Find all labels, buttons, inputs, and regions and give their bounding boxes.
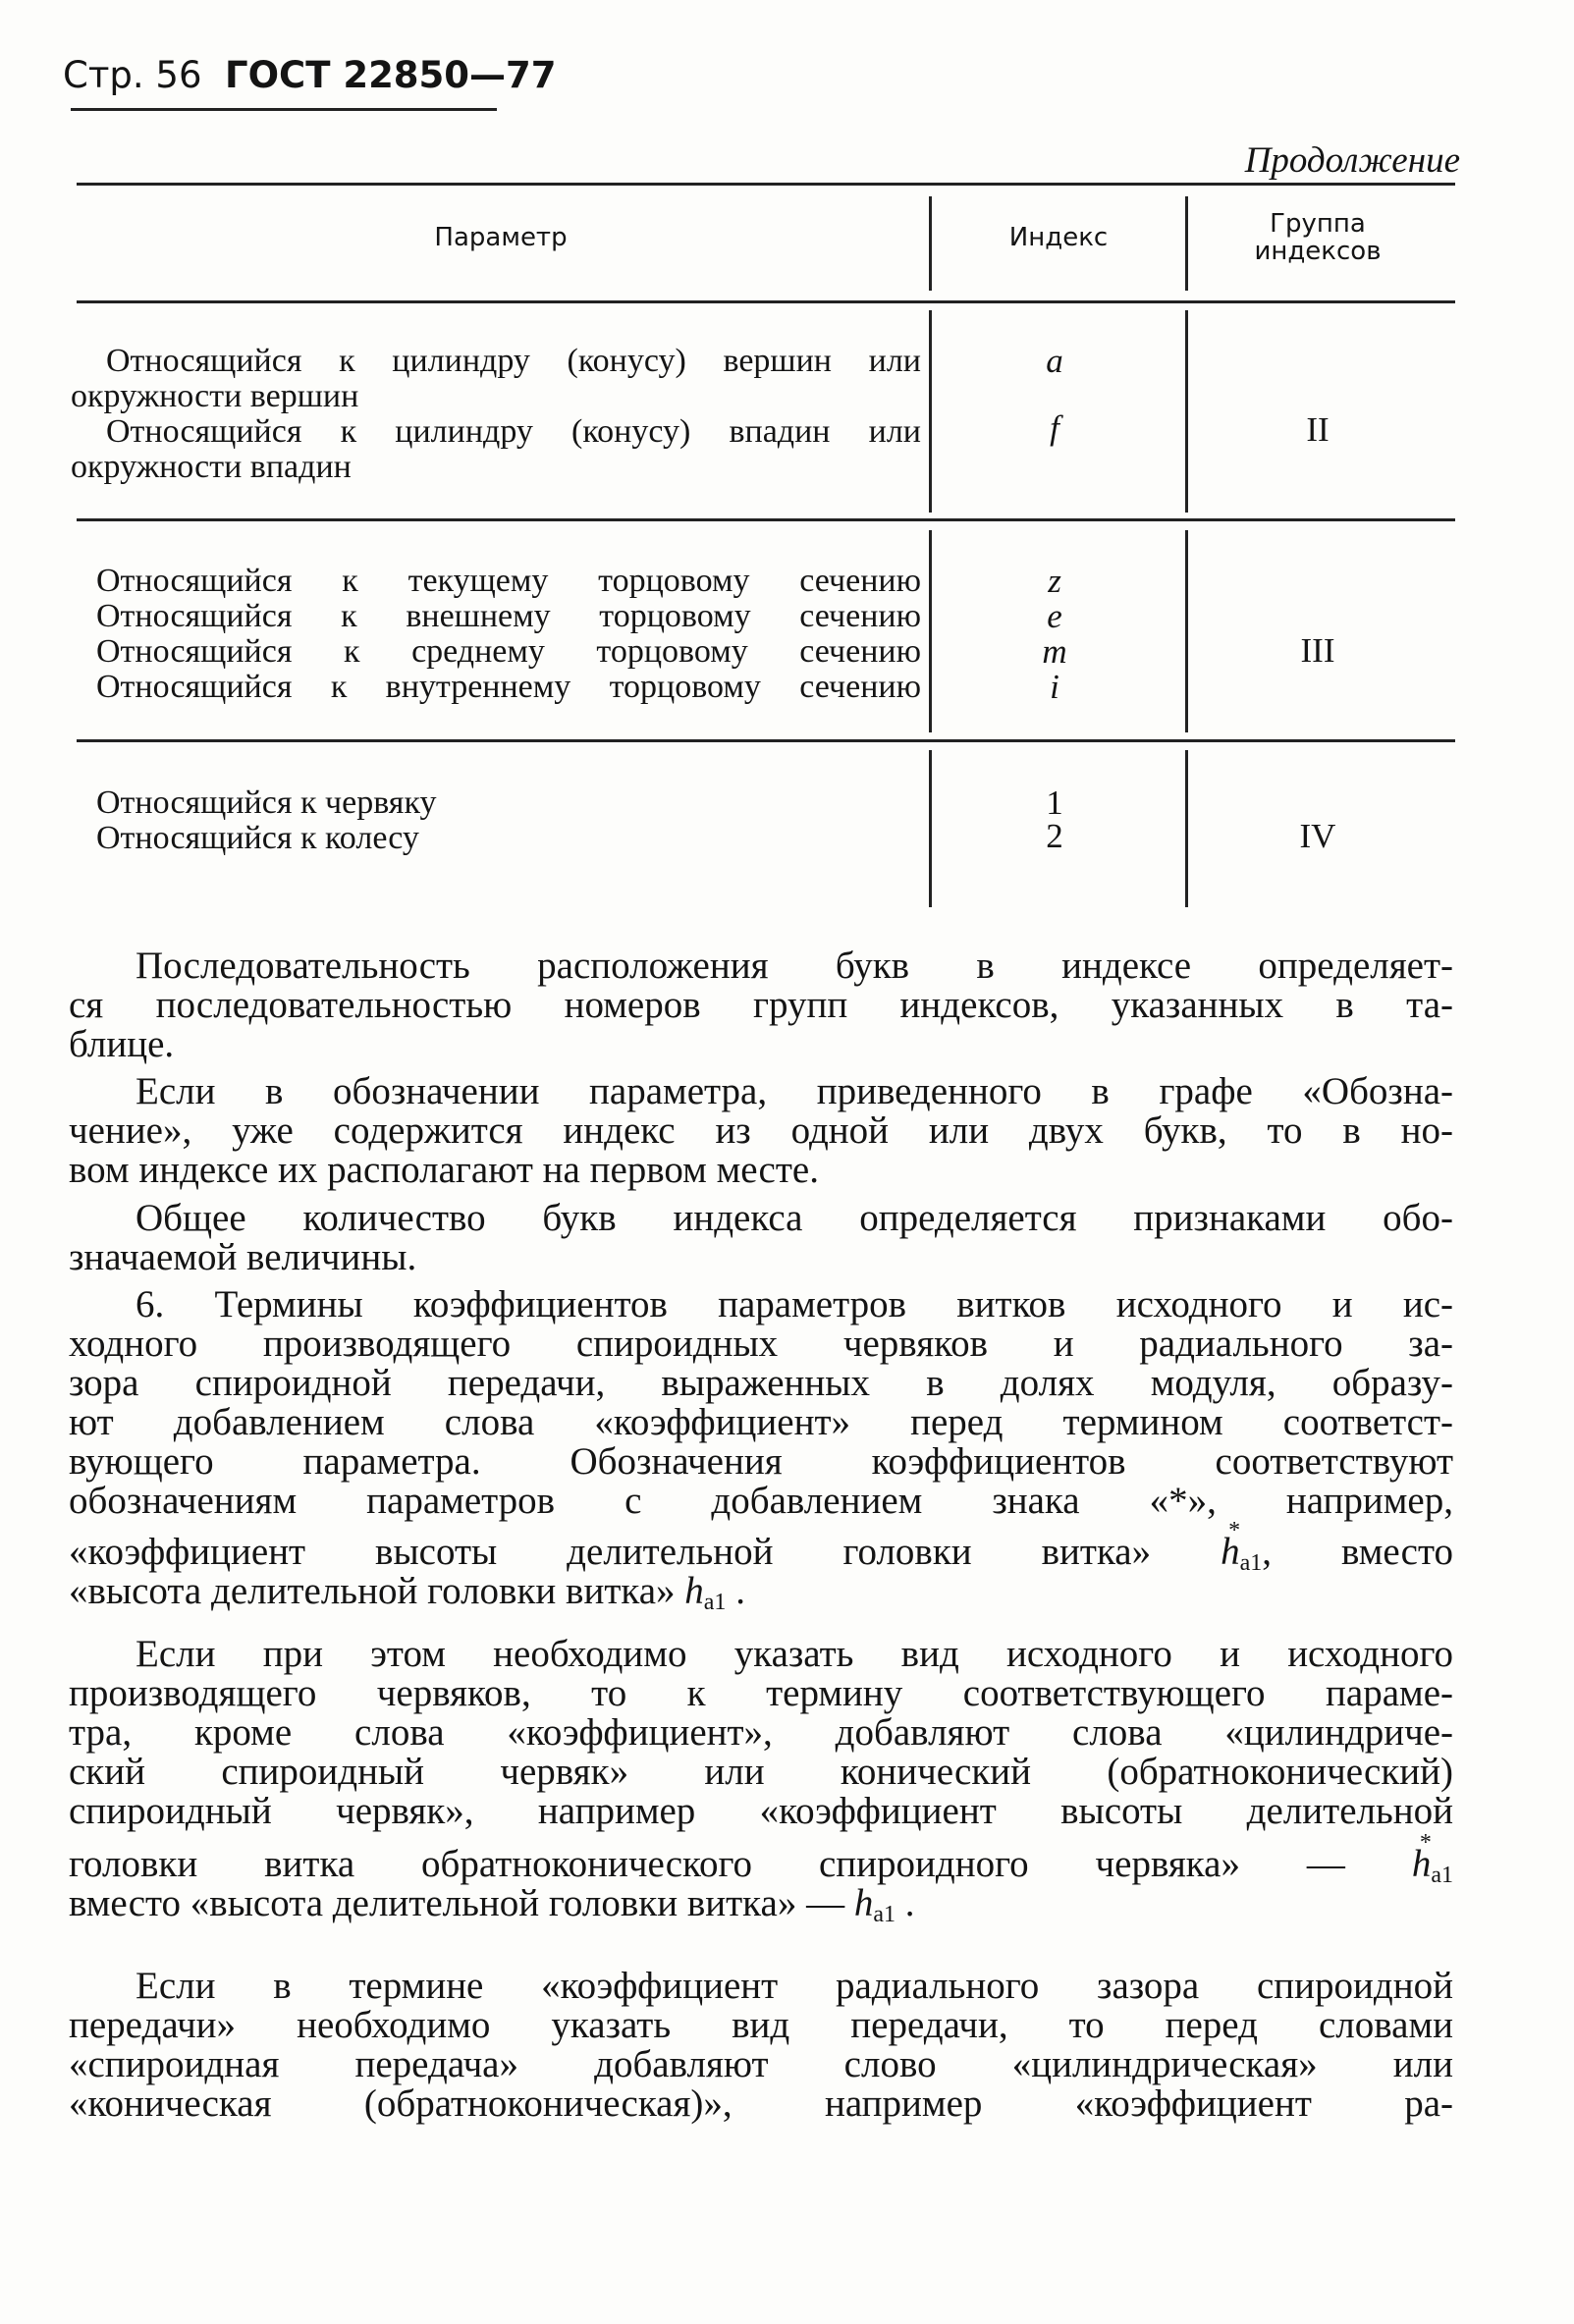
table-column-divider [929,310,932,513]
table-column-divider [1185,750,1188,907]
text-line: производящего червяков, то к термину соответствующего параме- [69,1672,1453,1714]
index-group: II [1306,410,1330,449]
parameter-text: Относящийся к червяку [96,784,437,821]
index-group: III [1300,631,1335,670]
text-line: передачи» необходимо указать вид передачи, то перед словами [69,2004,1453,2046]
index-value: z [1048,562,1061,600]
coefficient-symbol [1411,1843,1454,1888]
parameter-text: Относящийся к внешнему торцовому сечению [96,598,921,634]
table-header-rule [77,300,1455,303]
table-column-divider [1185,196,1188,291]
parameter-text: окружности впадин [71,449,352,485]
page-number: Стр. 56 [63,54,202,96]
index-group: IV [1299,817,1336,855]
parameter-symbol [853,1882,896,1927]
table-header-group-line: индексов [1254,237,1382,266]
table-top-rule [77,183,1455,186]
text-span: , вместо [1262,1531,1454,1573]
text-line: тра, кроме слова «коэффициент», добавляют слова «цилиндриче- [69,1711,1453,1754]
symbol-letter: h [1221,1531,1240,1573]
table-column-divider [929,530,932,732]
text-line: Если в термине «коэффициент радиального зазора спироидной [136,1965,1453,2007]
text-span: «высота делительной головки витка» [69,1570,676,1612]
text-line: Общее количество букв индекса определяется признаками обо- [136,1197,1453,1239]
text-span: вместо «высота делительной головки витка» — [69,1882,845,1924]
text-line: ский спироидный червяк» или конический (обратноконический) [69,1751,1453,1793]
index-value: m [1042,632,1067,671]
paragraph [69,1967,1453,2124]
text-line [69,1843,1454,1888]
text-span: . [735,1570,745,1612]
table-row [96,785,921,856]
symbol-subscript: a1 [873,1902,896,1927]
text-line [69,1531,1454,1576]
text-span: . [904,1882,915,1924]
table-column-divider [929,196,932,291]
paragraph [69,1072,1453,1190]
symbol-subscript: a1 [1431,1863,1454,1888]
table-group-rule [77,739,1455,742]
parameter-text: Относящийся к текущему торцовому сечению [96,563,921,599]
table-column-divider [929,750,932,907]
table-header-parameter: Параметр [434,223,568,252]
table-header-group [1190,210,1445,265]
text-line: ся последовательностью номеров групп индексов, указанных в та- [69,984,1453,1026]
text-line: 6. Термины коэффициентов параметров витков исходного и ис- [136,1283,1453,1325]
text-line: «спироидная передача» добавляют слово «цилиндрическая» или [69,2043,1453,2085]
table-column-divider [1185,310,1188,513]
text-line: Последовательность расположения букв в индексе определяет- [136,945,1453,987]
text-line: обозначениям параметров с добавлением знака «*», например, [69,1480,1453,1522]
table-header-group-line: Группа [1270,209,1366,239]
text-line: блице. [69,1023,175,1065]
parameter-text: Относящийся к внутреннему торцовому сечению [96,669,921,705]
table-row [96,564,921,705]
table-row [71,344,921,485]
paragraph [69,1283,1454,1615]
parameter-text: Относящийся к цилиндру (конусу) впадин или [106,413,921,450]
text-span: головки витка обратноконического спироидного червяка» — [69,1843,1345,1885]
text-line [69,1570,1453,1615]
header-rule [71,108,497,111]
index-value: 1 [1046,784,1063,822]
table-group-rule [77,518,1455,521]
index-value: i [1050,668,1059,706]
text-line: значаемой величины. [69,1236,417,1278]
coefficient-symbol [1221,1531,1263,1576]
text-line: чение», уже содержится индекс из одной или двух букв, то в но- [69,1109,1453,1152]
text-line [69,1882,1453,1927]
index-value: e [1047,597,1062,635]
symbol-letter: h [684,1570,704,1612]
parameter-text: окружности вершин [71,378,359,414]
table-column-divider [1185,530,1188,732]
paragraph [69,1633,1454,1927]
text-line: «коническая (обратноконическая)», например «коэффициент ра- [69,2082,1453,2125]
parameter-text: Относящийся к среднему торцовому сечению [96,633,921,670]
parameter-symbol [684,1570,727,1615]
standard-number: ГОСТ 22850—77 [225,54,557,96]
text-line: спироидный червяк», например «коэффициент высоты делительной [69,1790,1453,1832]
text-span: «коэффициент высоты делительной головки витка» [69,1531,1152,1573]
parameter-text: Относящийся к колесу [96,820,419,856]
symbol-letter: h [853,1882,874,1924]
index-value: f [1050,408,1059,447]
paragraph [69,1199,1453,1277]
index-value: 2 [1046,817,1063,855]
text-line: вом индексе их располагают на первом месте. [69,1149,819,1191]
table-header-index: Индекс [1008,223,1109,252]
continuation-label: Продолжение [1244,140,1460,181]
symbol-subscript: a1 [1239,1550,1263,1576]
paragraph [69,946,1453,1064]
symbol-letter: h [1411,1843,1432,1885]
index-value: a [1046,342,1063,380]
text-line: Если в обозначении параметра, приведенного в графе «Обозна- [136,1070,1453,1112]
text-line: ют добавлением слова «коэффициент» перед термином соответст- [69,1401,1453,1443]
text-line: ходного производящего спироидных червяков и радиального за- [69,1323,1453,1365]
symbol-subscript: a1 [703,1590,727,1615]
page-header [63,54,557,96]
text-line: вующего параметра. Обозначения коэффициентов соответствуют [69,1440,1453,1483]
parameter-text: Относящийся к цилиндру (конусу) вершин или [106,343,921,379]
text-line: зора спироидной передачи, выраженных в долях модуля, образу- [69,1362,1453,1404]
text-line: Если при этом необходимо указать вид исходного и исходного [136,1633,1453,1675]
